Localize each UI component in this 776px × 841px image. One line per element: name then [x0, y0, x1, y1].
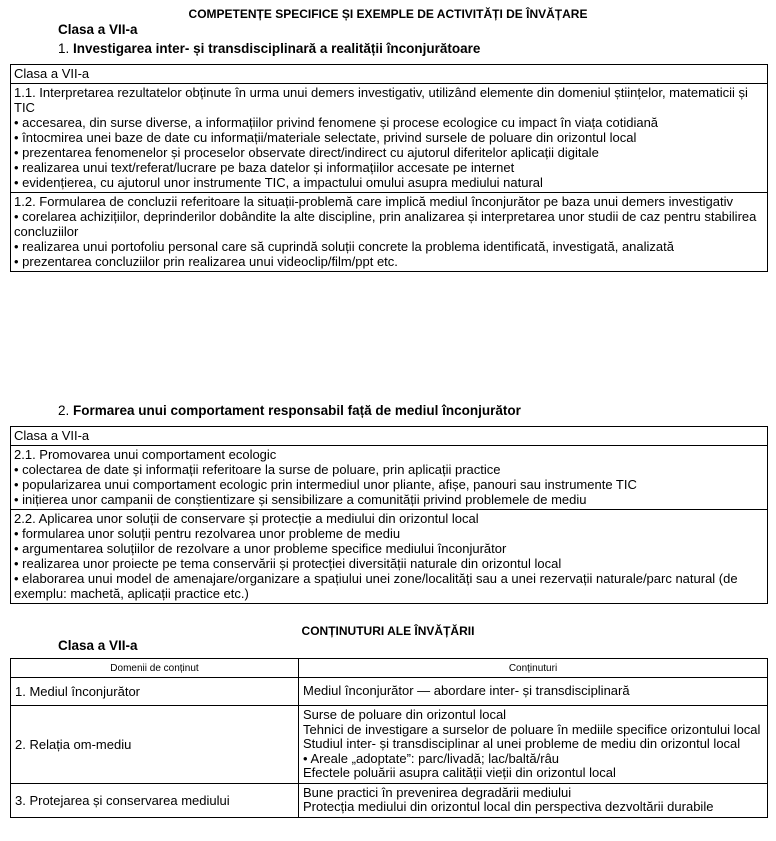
activity-item: • accesarea, din surse diverse, a informațiilor privind fenomene și procese ecologice cu impact în viața cotidiană	[14, 115, 659, 130]
header-domains: Domenii de conținut	[11, 659, 299, 678]
competence-2-2-title: 2.2. Aplicarea unor soluții de conservare și protecție a mediului din orizontul local	[14, 511, 479, 526]
class-heading: Clasa a VII-a	[58, 22, 138, 37]
activity-item: • colectarea de date și informații referitoare la surse de poluare, prin aplicații practice	[14, 462, 501, 477]
content-item: Tehnici de investigare a surselor de poluare în mediile specifice orizontului local	[303, 721, 761, 737]
table-row	[11, 783, 768, 817]
activity-item: • realizarea unui portofoliu personal care să cuprindă soluții concrete la problema identificată, investigată, analizată	[14, 239, 674, 254]
activity-item: • elaborarea unui model de amenajare/organizare a spațiului unei zone/localități sau a unei rezervații naturale/parc natural (de exemplu: machetă, aplicații practice etc.)	[14, 571, 738, 601]
activity-item: • popularizarea unui comportament ecologic prin intermediul unor pliante, afișe, panouri sau instrumente TIC	[14, 477, 637, 492]
activity-item: • întocmirea unei baze de date cu informații/materiale selectate, privind sursele de poluare din orizontul local	[14, 130, 637, 145]
activity-item: • evidențierea, cu ajutorul unor instrumente TIC, a impactului omului asupra mediului natural	[14, 175, 543, 190]
section-2-title: Formarea unui comportament responsabil față de mediul înconjurător	[73, 403, 521, 418]
activity-item: • prezentarea concluziilor prin realizarea unui videoclip/film/ppt etc.	[14, 254, 398, 269]
contents-table	[10, 658, 768, 818]
content-item: Bune practici în prevenirea degradării mediului	[303, 784, 572, 800]
section-1-box	[10, 64, 768, 272]
contents-cell	[299, 706, 768, 784]
competence-2-2	[11, 510, 767, 603]
contents-cell	[299, 678, 768, 706]
section-2-box	[10, 426, 768, 604]
content-item: Studiul inter- și transdisciplinar al unei probleme de mediu din orizontul local	[303, 736, 741, 751]
section-2-number: 2.	[58, 403, 70, 418]
section-1-number: 1.	[58, 41, 70, 56]
domain-cell: 1. Mediul înconjurător	[11, 678, 299, 706]
section-1-title: Investigarea inter- și transdisciplinară a realității înconjurătoare	[73, 41, 481, 56]
activity-item: • corelarea achizițiilor, deprinderilor dobândite la alte discipline, prin analizarea și interpretarea unor studii de caz pentru stabilirea concluziilor	[14, 209, 757, 239]
domain-cell: 3. Protejarea și conservarea mediului	[11, 783, 299, 817]
contents-cell	[299, 783, 768, 817]
content-item: Protecția mediului din orizontul local din perspectiva dezvoltării durabile	[303, 799, 714, 814]
competence-2-1-title: 2.1. Promovarea unui comportament ecologic	[14, 447, 277, 462]
section-2-box-header: Clasa a VII-a	[11, 427, 767, 446]
header-contents: Conținuturi	[299, 659, 768, 678]
table-row	[11, 678, 768, 706]
table-row	[11, 706, 768, 784]
domain-cell: 2. Relația om-mediu	[11, 706, 299, 784]
activity-item: • realizarea unor proiecte pe tema conservării și protecției diversității naturale din orizontul local	[14, 556, 562, 571]
page-title: COMPETENȚE SPECIFICE ȘI EXEMPLE DE ACTIVITĂȚI DE ÎNVĂȚARE	[188, 7, 588, 21]
contents-table-header	[11, 659, 768, 678]
competence-1-2-title: 1.2. Formularea de concluzii referitoare la situații-problemă care implică mediul înconjurător pe baza unui demers investigativ	[14, 194, 733, 209]
content-item: • Areale „adoptate”: parc/livadă; lac/baltă/râu	[303, 750, 560, 766]
contents-title: CONȚINUTURI ALE ÎNVĂȚĂRII	[301, 624, 475, 638]
section-1-heading	[58, 41, 480, 57]
section-1-box-header: Clasa a VII-a	[11, 65, 767, 84]
content-item: Efectele poluării asupra calității vieții din orizontul local	[303, 765, 616, 780]
activity-item: • argumentarea soluțiilor de rezolvare a unor probleme specifice mediului înconjurător	[14, 541, 507, 556]
activity-item: • realizarea unui text/referat/lucrare pe baza datelor și informațiilor accesate pe internet	[14, 160, 515, 175]
activity-item: • prezentarea fenomenelor și proceselor observate direct/indirect cu ajutorul diferitelor aplicații digitale	[14, 145, 599, 160]
competence-1-1-title: 1.1. Interpretarea rezultatelor obținute în urma unui demers investigativ, utilizând elemente din domeniul științelor, matematicii și TIC	[14, 85, 748, 115]
content-item: Surse de poluare din orizontul local	[303, 707, 507, 722]
competence-2-1	[11, 446, 767, 510]
content-item: Mediul înconjurător — abordare inter- și transdisciplinară	[303, 683, 630, 699]
contents-class-heading: Clasa a VII-a	[58, 638, 138, 653]
section-2-heading	[58, 403, 521, 419]
competence-1-2	[11, 193, 767, 271]
activity-item: • formularea unor soluții pentru rezolvarea unor probleme de mediu	[14, 526, 401, 541]
competence-1-1	[11, 84, 767, 193]
activity-item: • inițierea unor campanii de conștientizare și sensibilizare a comunității privind problemele de mediu	[14, 492, 587, 507]
